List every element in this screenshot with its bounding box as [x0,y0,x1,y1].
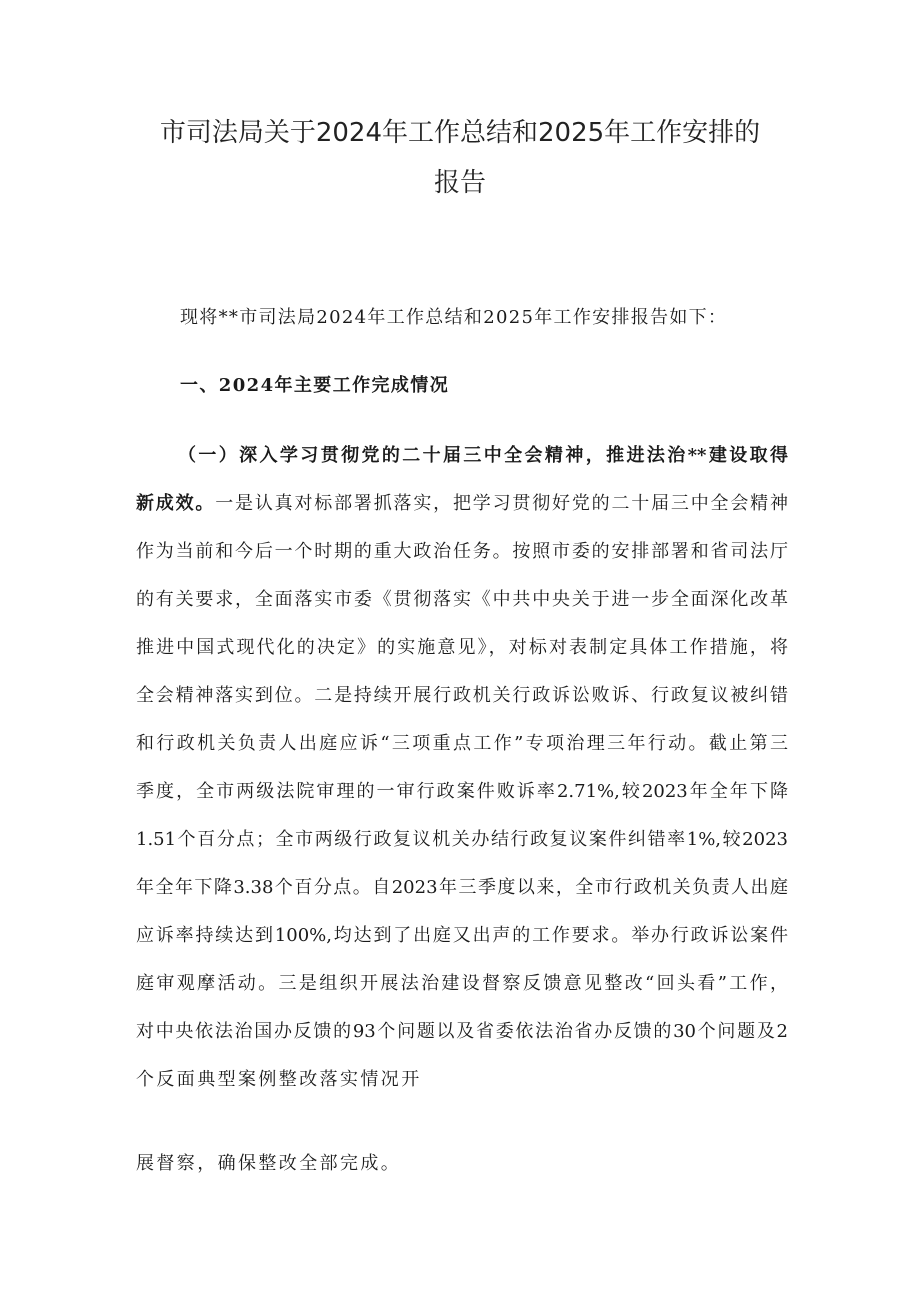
paragraph-line: 和行政机关负责人出庭应诉“三项重点工作”专项治理三年行动。截止第三 [136,733,788,754]
paragraph-line: 年全年下降3.38个百分点。自2023年三季度以来，全市行政机关负责人出庭 [136,877,788,898]
paragraph-line: 个反面典型案例整改落实情况开 [136,1069,422,1090]
paragraph-line [136,480,788,528]
paragraph-line: 全会精神落实到位。二是持续开展行政机关行政诉讼败诉、行政复议被纠错 [136,685,788,706]
paragraph-line: 作为当前和今后一个时期的重大政治任务。按照市委的安排部署和省司法厅 [136,541,788,562]
paragraph-text: 一是认真对标部署抓落实，把学习贯彻好党的二十届三中全会精神 [215,493,788,514]
paragraph-line: 对中央依法治国办反馈的93个问题以及省委依法治省办反馈的30个问题及2 [136,1021,788,1042]
subsection-heading: （一）深入学习贯彻党的二十届三中全会精神，推进法治**建设取得 [178,445,788,466]
paragraph-line: 的有关要求，全面落实市委《贯彻落实《中共中央关于进一步全面深化改革 [136,589,788,610]
document-title-line-2: 报告 [433,168,486,198]
intro-paragraph: 现将**市司法局2024年工作总结和2025年工作安排报告如下： [180,307,728,328]
paragraph-line: 季度，全市两级法院审理的一审行政案件败诉率2.71%,较2023年全年下降 [136,781,788,802]
paragraph-line [136,432,788,480]
document-title-line-1: 市司法局关于2024年工作总结和2025年工作安排的 [159,118,761,148]
paragraph-line: 推进中国式现代化的决定》的实施意见》，对标对表制定具体工作措施，将 [136,637,788,658]
paragraph-line: 应诉率持续达到100%,均达到了出庭又出声的工作要求。举办行政诉讼案件 [136,925,788,946]
paragraph-continuation: 展督察，确保整改全部完成。 [136,1153,402,1174]
body-paragraph-1 [136,432,788,1104]
subsection-heading-cont: 新成效。 [136,493,216,514]
paragraph-line: 1.51个百分点；全市两级行政复议机关办结行政复议案件纠错率1%,较2023 [136,829,788,850]
section-heading-1: 一、2024年主要工作完成情况 [180,375,450,396]
paragraph-line: 庭审观摩活动。三是组织开展法治建设督察反馈意见整改“回头看”工作， [136,973,788,994]
